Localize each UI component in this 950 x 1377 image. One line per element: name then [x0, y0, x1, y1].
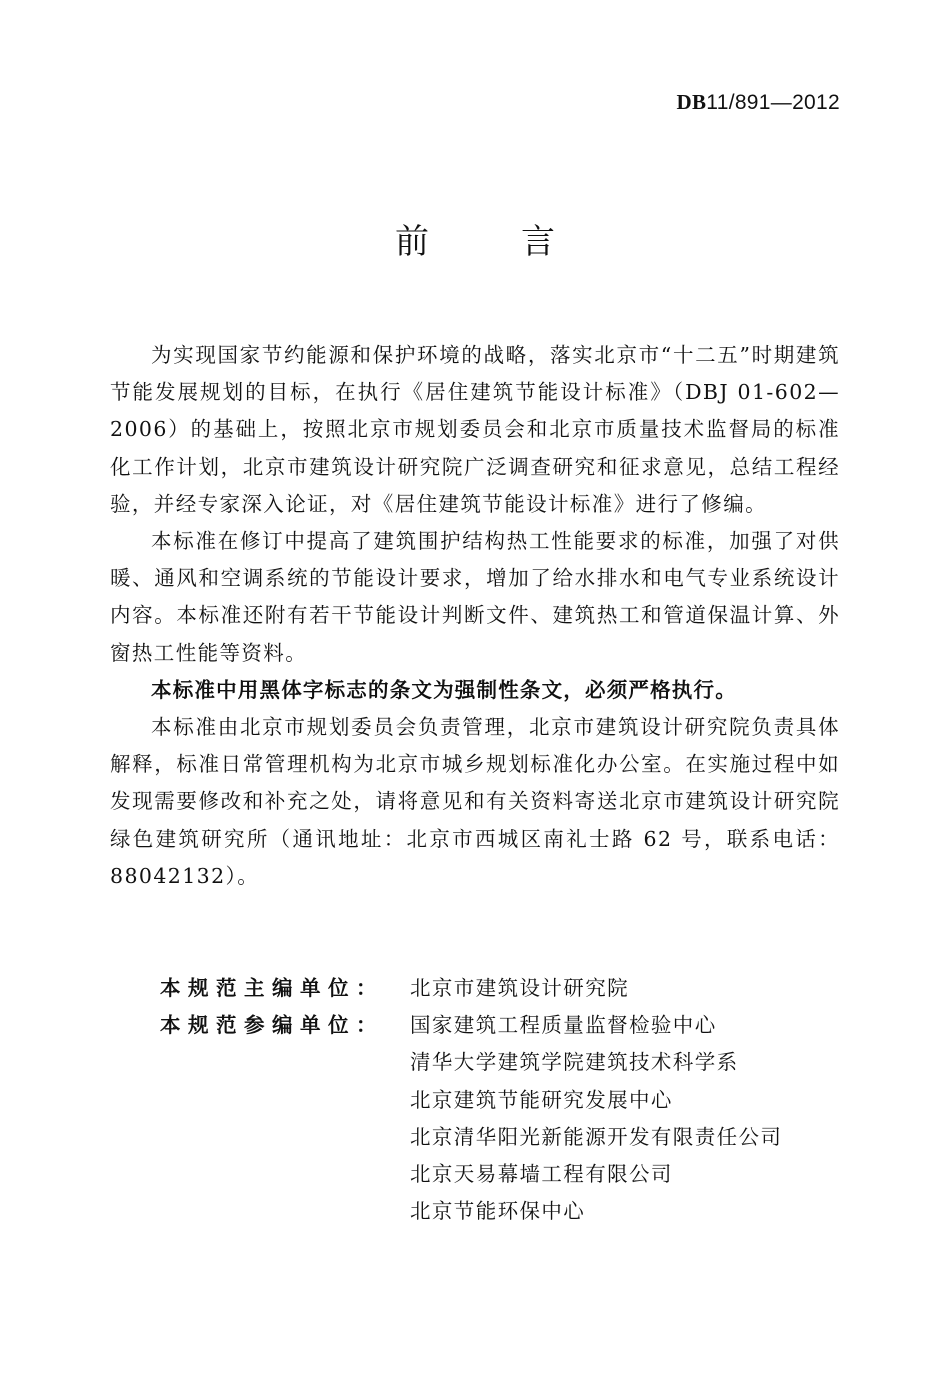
participant-unit: 清华大学建筑学院建筑技术科学系: [410, 1050, 739, 1075]
paragraph-purpose: 为实现国家节约能源和保护环境的战略，落实北京市“十二五”时期建筑节能发展规划的目标，在执行《居住建筑节能设计标准》（DBJ 01-602—2006）的基础上，按照北京市规划委员会和北京市质量技术监督局的标准化工作计划，北京市建筑设计研究院广泛调查研究和征求意见，总结工程经验，并经专家深入论证，对《居住建筑节能设计标准》进行了修编。: [110, 343, 840, 516]
participant-unit: 国家建筑工程质量监督检验中心: [410, 1013, 717, 1038]
title-char-1: 前: [395, 222, 429, 262]
preface-body: [110, 337, 840, 895]
page-title: [0, 218, 950, 266]
participant-unit: 北京建筑节能研究发展中心: [410, 1087, 673, 1112]
participant-unit-list: [410, 1007, 782, 1230]
standard-code: [677, 90, 840, 115]
chief-editor-row: [160, 970, 860, 1007]
participants-label: 本规范参编单位：: [160, 1013, 384, 1038]
participant-unit: 北京节能环保中心: [410, 1199, 586, 1224]
standard-code-prefix: DB: [676, 90, 707, 114]
chief-editor-unit-list: [410, 970, 629, 1007]
chief-editor-unit: 北京市建筑设计研究院: [410, 976, 629, 1000]
paragraph-mandatory-note: 本标准中用黑体字标志的条文为强制性条文，必须严格执行。: [151, 677, 737, 702]
paragraph-revision: 本标准在修订中提高了建筑围护结构热工性能要求的标准，加强了对供暖、通风和空调系统的节能设计要求，增加了给水排水和电气专业系统设计内容。本标准还附有若干节能设计判断文件、建筑热工和管道保温计算、外窗热工性能等资料。: [110, 529, 840, 665]
drafting-units: [160, 970, 860, 1230]
participants-row: [160, 1007, 860, 1230]
participant-unit: 北京清华阳光新能源开发有限责任公司: [410, 1124, 783, 1149]
chief-editor-label: 本规范主编单位：: [160, 976, 384, 1000]
participant-unit: 北京天易幕墙工程有限公司: [410, 1162, 673, 1187]
standard-code-number: 11/891—2012: [706, 91, 840, 114]
title-char-2: 言: [521, 222, 555, 262]
paragraph-management: 本标准由北京市规划委员会负责管理，北京市建筑设计研究院负责具体解释，标准日常管理机构为北京市城乡规划标准化办公室。在实施过程中如发现需要修改和补充之处，请将意见和有关资料寄送北京市建筑设计研究院绿色建筑研究所（通讯地址：北京市西城区南礼士路 62 号，联系电话：88042132）。: [110, 715, 840, 888]
